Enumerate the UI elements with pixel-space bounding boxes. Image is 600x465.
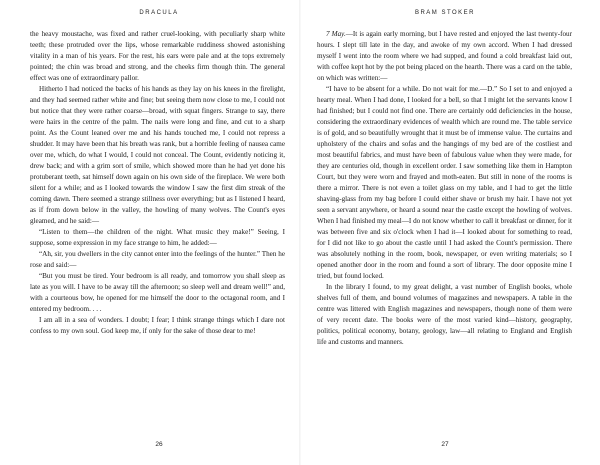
running-head-right: BRAM STOKER: [414, 10, 476, 16]
running-head-left: DRACULA: [139, 10, 179, 16]
paragraph: “Ah, sir, you dwellers in the city cannot enter into the feelings of the hunter.” Then he rose and said:—: [30, 249, 285, 269]
right-page-text: [317, 29, 572, 348]
paragraph: [317, 29, 572, 84]
paragraph: the heavy moustache, was fixed and rather cruel-looking, with peculiarly sharp white teeth; these protruded over the lips, whose remarkable ruddiness showed astonishing vitality in a man of his years. For the rest, his ears were pale and at the tops extremely pointed; the chin was broad and strong, and the cheeks firm though thin. The general effect was one of extraordinary pallor.: [30, 30, 285, 82]
paragraph: “But you must be tired. Your bedroom is all ready, and tomorrow you shall sleep as late as you will. I have to be away till the afternoon; so sleep well and dream well!” and, with a courteous bow, he opened for me himself the door to the octagonal room, and I entered my bedroom. . . .: [30, 271, 285, 313]
paragraph: Hitherto I had noticed the backs of his hands as they lay on his knees in the firelight, and they had seemed rather white and fine; but seeing them now close to me, I could not but notice that they were rather coarse—broad, with squat fingers. Strange to say, there were hairs in the centre of the palm. The nails were long and fine, and cut to a sharp point. As the Count leaned over me and his hands touched me, I could not repress a shudder. It may have been that his breath was rank, but a horrible feeling of nausea came over me, which, do what I would, I could not conceal. The Count, evidently noticing it, drew back; and with a grim sort of smile, which showed more than he had yet done his protuberant teeth, sat himself down again on his own side of the fireplace. We were both silent for a while; and as I looked towards the window I saw the first dim streak of the coming dawn. There seemed a strange stillness over everything; but as I listened I heard, as if from down below in the valley, the howling of many wolves. The Count's eyes gleamed, and he said:—: [30, 84, 285, 225]
paragraph: I am all in a sea of wonders. I doubt; I fear; I think strange things which I dare not confess to my own soul. God keep me, if only for the sake of those dear to me!: [30, 315, 285, 335]
paragraph: “I have to be absent for a while. Do not wait for me.—D.” So I set to and enjoyed a hearty meal. When I had done, I looked for a bell, so that I might let the servants know I had finished; but I could not find one. There are certainly odd deficiencies in the house, considering the extraordinary evidences of wealth which are round me. The table service is of gold, and so beautifully wrought that it must be of immense value. The curtains and upholstery of the chairs and sofas and the hangings of my bed are of the costliest and most beautiful fabrics, and must have been of fabulous value when they were made, for they are centuries old, though in excellent order. I saw something like them in Hampton Court, but they were worn and frayed and moth-eaten. But still in none of the rooms is there a mirror. There is not even a toilet glass on my table, and I had to get the little shaving-glass from my bag before I could either shave or brush my hair. I have not yet seen a servant anywhere, or heard a sound near the castle except the howling of wolves. When I had finished my meal—I do not know whether to call it breakfast or dinner, for it was between five and six o'clock when I had it—I looked about for something to read, for I did not like to go about the castle until I had asked the Count's permission. There was absolutely nothing in the room, book, newspaper, or even writing materials; so I opened another door in the room and found a sort of library. The door opposite mine I tried, but found locked.: [317, 84, 572, 280]
right-page: [300, 0, 600, 465]
page-number-left: 26: [155, 441, 163, 448]
paragraph: “Listen to them—the children of the night. What music they make!” Seeing, I suppose, some expression in my face strange to him, he added:—: [30, 227, 285, 247]
date-heading: 7 May.: [326, 30, 346, 38]
paragraph: In the library I found, to my great delight, a vast number of English books, whole shelves full of them, and bound volumes of magazines and newspapers. A table in the centre was littered with English magazines and newspapers, though none of them were of very recent date. The books were of the most varied kind—history, geography, politics, political economy, botany, geology, law—all relating to England and English life and customs and manners.: [317, 282, 572, 346]
paragraph-body: —It is again early morning, but I have rested and enjoyed the last twenty-four hours. I slept till late in the day, and awoke of my own accord. When I had dressed myself I went into the room where we had supped, and found a cold breakfast laid out, with coffee kept hot by the pot being placed on the hearth. There was a card on the table, on which was written:—: [317, 30, 573, 82]
page-number-right: 27: [441, 441, 449, 448]
left-page-text: [30, 29, 285, 337]
